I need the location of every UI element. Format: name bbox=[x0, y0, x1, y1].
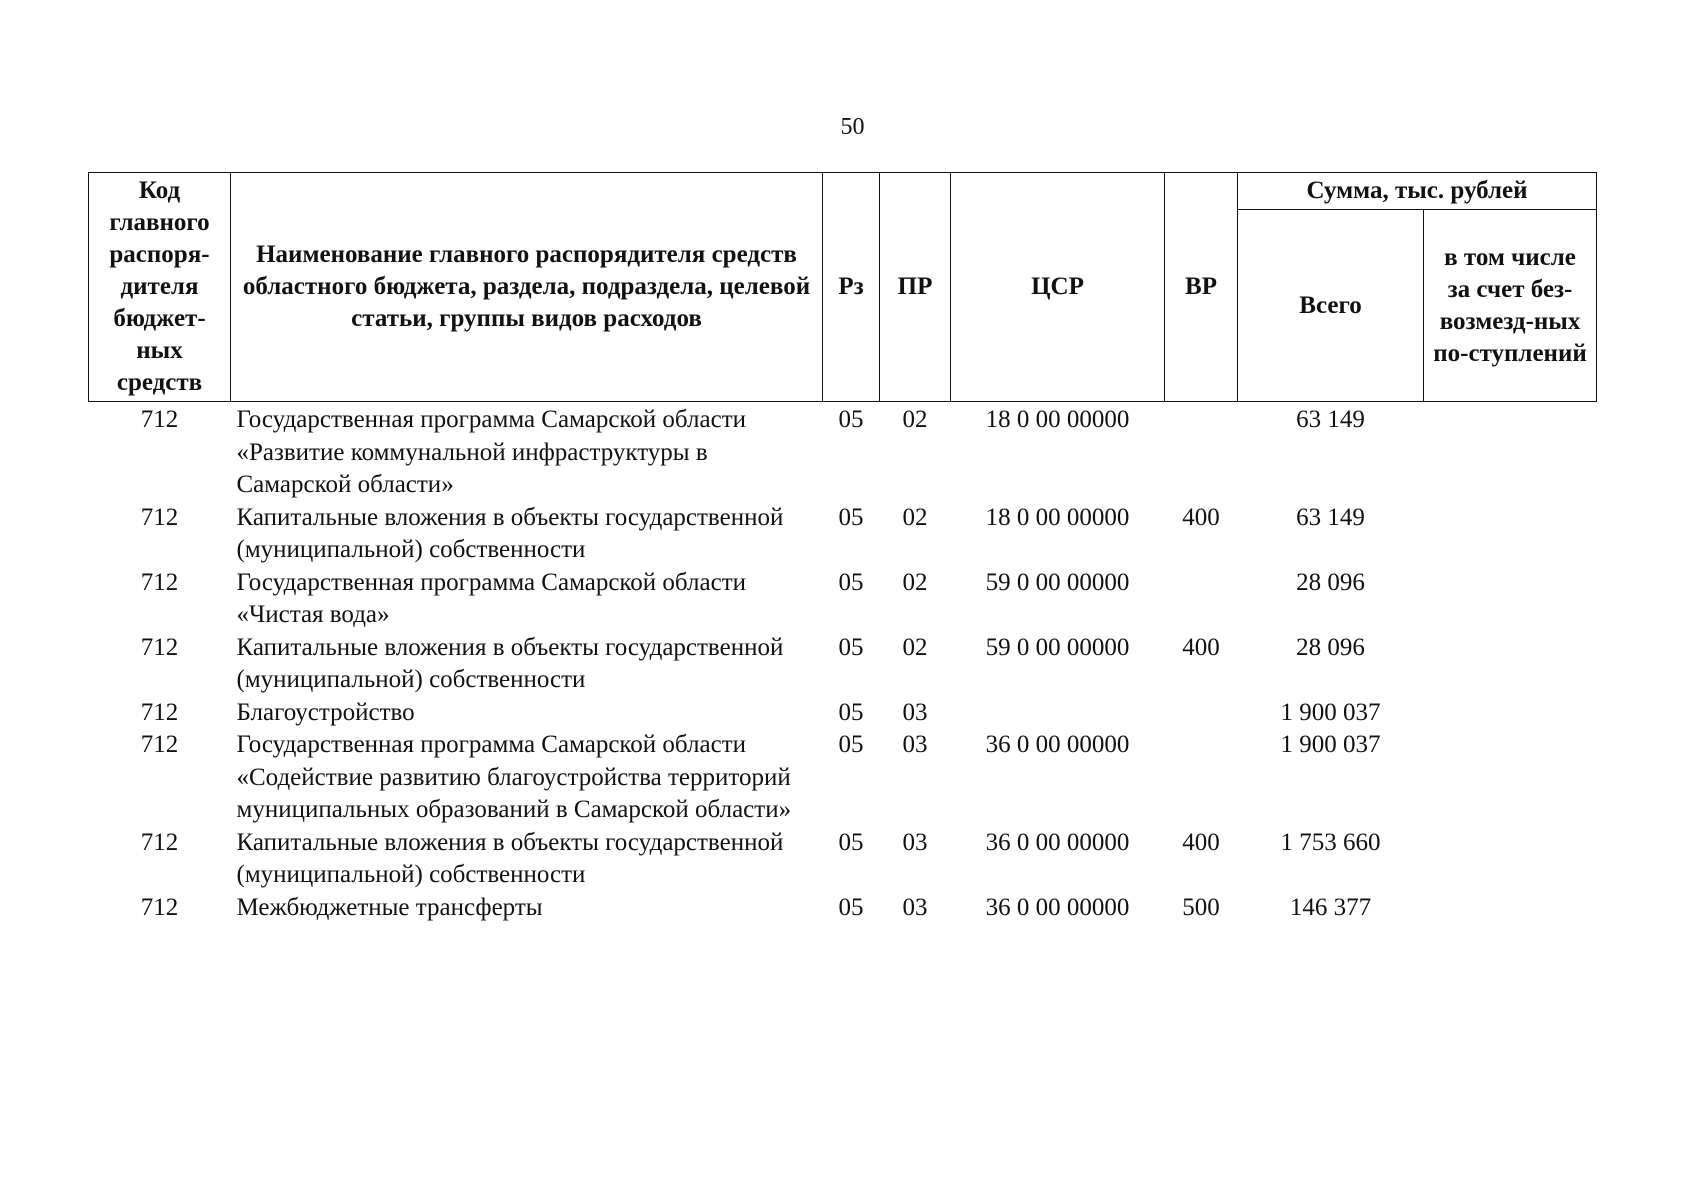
budget-table bbox=[88, 172, 1597, 924]
cell-pr: 02 bbox=[902, 568, 928, 596]
header-total: Всего bbox=[1238, 210, 1424, 402]
cell-name: Капитальные вложения в объекты государственной (муниципальной) собственности bbox=[236, 503, 784, 563]
table-header bbox=[89, 173, 1597, 402]
cell-rz: 05 bbox=[838, 503, 864, 531]
cell-code: 712 bbox=[140, 828, 179, 856]
cell-csr: 36 0 00 00000 bbox=[985, 828, 1130, 856]
table-row bbox=[89, 632, 1597, 697]
cell-csr: 36 0 00 00000 bbox=[985, 731, 1130, 758]
header-code: Код главного распоря-дителя бюджет-ных средств bbox=[89, 173, 231, 402]
cell-code: 712 bbox=[140, 503, 179, 531]
cell-including bbox=[1424, 502, 1597, 567]
header-name: Наименование главного распорядителя средств областного бюджета, раздела, подраздела, целевой статьи, группы видов расходов bbox=[231, 173, 823, 402]
table-row bbox=[89, 567, 1597, 632]
cell-pr: 03 bbox=[902, 731, 928, 758]
cell-total: 63 149 bbox=[1296, 503, 1365, 531]
cell-total: 1 753 660 bbox=[1280, 828, 1381, 856]
table-row bbox=[89, 697, 1597, 730]
cell-total: 63 149 bbox=[1296, 406, 1365, 433]
cell-including bbox=[1424, 632, 1597, 697]
cell-name: Капитальные вложения в объекты государственной (муниципальной) собственности bbox=[236, 828, 784, 888]
page-number: 50 bbox=[840, 114, 865, 140]
cell-including bbox=[1424, 402, 1597, 502]
cell-csr: 36 0 00 00000 bbox=[985, 893, 1130, 921]
table-row bbox=[89, 402, 1597, 502]
cell-total: 1 900 037 bbox=[1280, 731, 1381, 758]
cell-code: 712 bbox=[140, 698, 179, 726]
cell-vr bbox=[1165, 697, 1238, 730]
cell-name: Государственная программа Самарской области «Развитие коммунальной инфраструктуры в Самарской области» bbox=[236, 406, 746, 498]
table-row bbox=[89, 827, 1597, 892]
cell-csr: 59 0 00 00000 bbox=[985, 568, 1130, 596]
cell-rz: 05 bbox=[838, 568, 864, 596]
cell-rz: 05 bbox=[838, 893, 864, 921]
header-vr: ВР bbox=[1165, 173, 1238, 402]
cell-csr: 18 0 00 00000 bbox=[985, 503, 1130, 531]
header-pr: ПР bbox=[880, 173, 951, 402]
cell-code: 712 bbox=[140, 406, 179, 433]
cell-pr: 03 bbox=[902, 893, 928, 921]
cell-pr: 02 bbox=[902, 406, 928, 433]
header-including: в том числе за счет без-возмезд-ных по-ступлений bbox=[1424, 210, 1597, 402]
table-body bbox=[89, 402, 1597, 925]
cell-vr bbox=[1165, 729, 1238, 827]
cell-csr: 18 0 00 00000 bbox=[985, 406, 1130, 433]
cell-name: Межбюджетные трансферты bbox=[236, 893, 543, 921]
cell-total: 28 096 bbox=[1296, 633, 1365, 661]
cell-name: Государственная программа Самарской области «Содействие развитию благоустройства территорий муниципальных образований в Самарской области» bbox=[236, 731, 792, 823]
cell-including bbox=[1424, 697, 1597, 730]
cell-including bbox=[1424, 827, 1597, 892]
cell-code: 712 bbox=[140, 633, 179, 661]
cell-vr: 400 bbox=[1182, 503, 1220, 531]
cell-code: 712 bbox=[140, 731, 179, 758]
cell-name: Капитальные вложения в объекты государственной (муниципальной) собственности bbox=[236, 633, 784, 693]
cell-rz: 05 bbox=[838, 406, 864, 433]
cell-total: 1 900 037 bbox=[1280, 698, 1381, 726]
cell-vr bbox=[1165, 567, 1238, 632]
cell-including bbox=[1424, 729, 1597, 827]
cell-csr: 59 0 00 00000 bbox=[985, 633, 1130, 661]
header-csr: ЦСР bbox=[951, 173, 1165, 402]
table-row bbox=[89, 502, 1597, 567]
header-sum-group: Сумма, тыс. рублей bbox=[1238, 173, 1597, 210]
cell-pr: 02 bbox=[902, 503, 928, 531]
cell-total: 28 096 bbox=[1296, 568, 1365, 596]
cell-name: Благоустройство bbox=[236, 698, 415, 726]
cell-csr bbox=[951, 697, 1165, 730]
cell-vr: 400 bbox=[1182, 828, 1220, 856]
cell-vr: 500 bbox=[1182, 893, 1220, 921]
table-row bbox=[89, 892, 1597, 925]
cell-including bbox=[1424, 567, 1597, 632]
cell-rz: 05 bbox=[838, 633, 864, 661]
cell-rz: 05 bbox=[838, 828, 864, 856]
cell-including bbox=[1424, 892, 1597, 925]
cell-name: Государственная программа Самарской области «Чистая вода» bbox=[236, 568, 746, 628]
cell-code: 712 bbox=[140, 568, 179, 596]
cell-code: 712 bbox=[140, 893, 179, 921]
header-rz: Рз bbox=[823, 173, 880, 402]
cell-vr bbox=[1165, 402, 1238, 502]
table-row bbox=[89, 729, 1597, 827]
cell-pr: 03 bbox=[902, 828, 928, 856]
cell-rz: 05 bbox=[838, 698, 864, 726]
cell-pr: 03 bbox=[902, 698, 928, 726]
cell-vr: 400 bbox=[1182, 633, 1220, 661]
cell-pr: 02 bbox=[902, 633, 928, 661]
cell-total: 146 377 bbox=[1289, 893, 1372, 921]
cell-rz: 05 bbox=[838, 731, 864, 758]
